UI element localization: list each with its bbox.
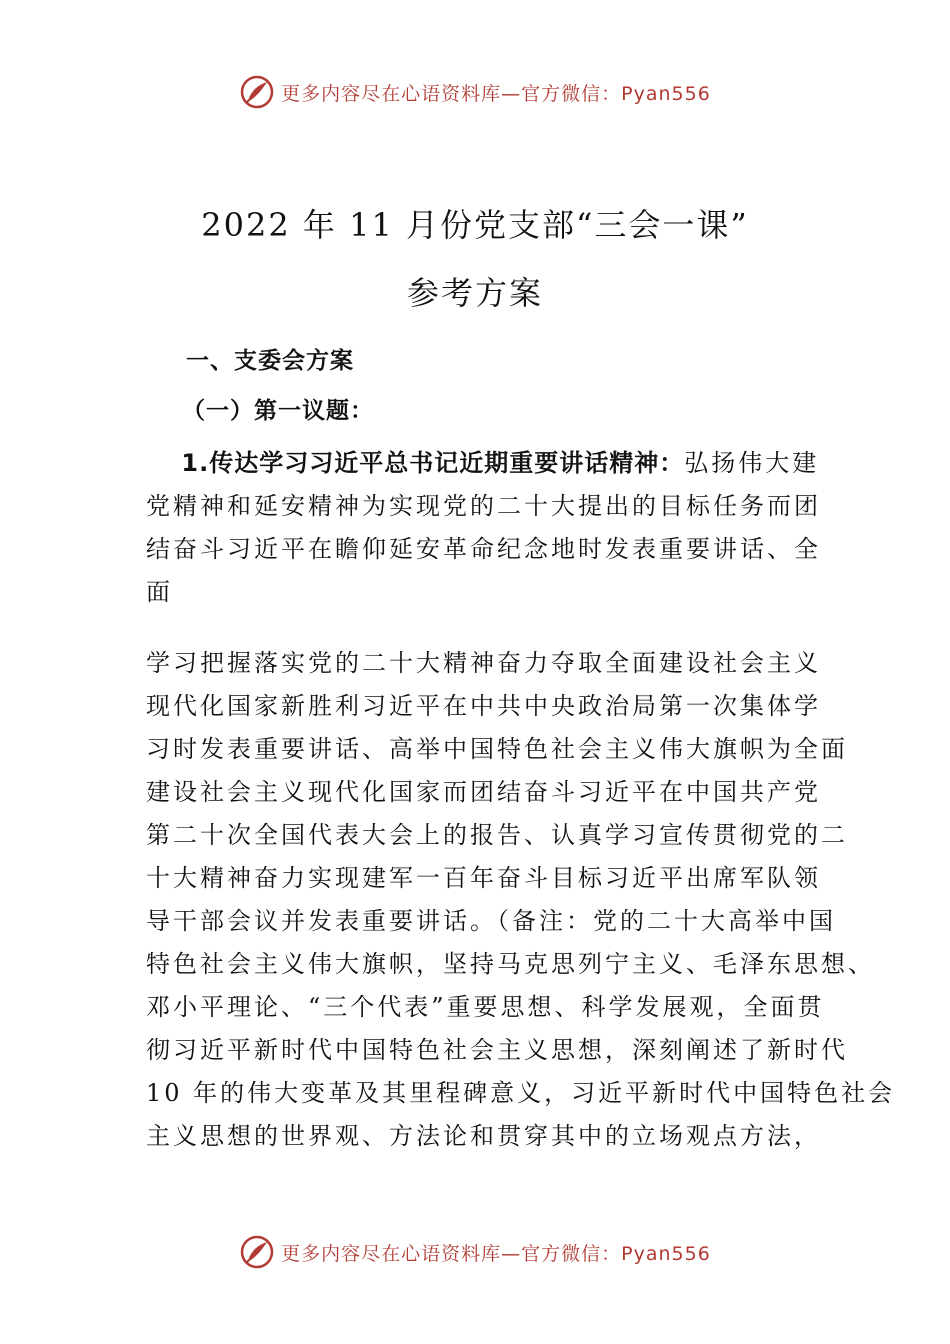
document-title-line1: 2022 年 11 月份党支部“三会一课” — [201, 206, 749, 244]
header-watermark — [0, 72, 950, 112]
paragraph-line: 建设社会主义现代化国家而团结奋斗习近平在中国共产党 — [146, 778, 821, 806]
paragraph-line: 邓小平理论、“三个代表”重要思想、科学发展观，全面贯 — [146, 993, 825, 1021]
paragraph-line: 导干部会议并发表重要讲话。（备注：党的二十大高举中国 — [146, 907, 836, 935]
brush-logo-icon — [239, 1234, 275, 1270]
paragraph-line: 十大精神奋力实现建军一百年奋斗目标习近平出席军队领 — [146, 864, 821, 892]
paragraph-line: 第二十次全国代表大会上的报告、认真学习宣传贯彻党的二 — [146, 821, 848, 849]
paragraph-line: 主义思想的世界观、方法论和贯穿其中的立场观点方法， — [146, 1122, 821, 1150]
item1-line1-rest: 弘扬伟大建 — [684, 449, 820, 477]
paragraph-line: 习时发表重要讲话、高举中国特色社会主义伟大旗帜为全面 — [146, 735, 848, 763]
paragraph-line: 彻习近平新时代中国特色社会主义思想，深刻阐述了新时代 — [146, 1036, 848, 1064]
item1-paragraph — [146, 442, 826, 614]
section-heading: 一、支委会方案 — [186, 348, 354, 374]
paragraph-line: 现代化国家新胜利习近平在中共中央政治局第一次集体学 — [146, 692, 821, 720]
paragraph-line: 学习把握落实党的二十大精神奋力夺取全面建设社会主义 — [146, 649, 821, 677]
brush-logo-icon — [239, 74, 275, 110]
footer-watermark — [0, 1232, 950, 1272]
subsection-heading: （一）第一议题： — [182, 398, 374, 424]
item1-lead: 1.传达学习习近平总书记近期重要讲话精神： — [181, 449, 685, 477]
document-title-line2: 参考方案 — [406, 274, 543, 312]
paragraph-line: 面 — [146, 578, 173, 606]
paragraph-line: 结奋斗习近平在瞻仰延安革命纪念地时发表重要讲话、全 — [146, 535, 821, 563]
paragraph-line: 党精神和延安精神为实现党的二十大提出的目标任务而团 — [146, 492, 821, 520]
watermark-text: 更多内容尽在心语资料库—官方微信：Pyan556 — [281, 1242, 711, 1265]
body-paragraph — [146, 642, 896, 1158]
watermark-text: 更多内容尽在心语资料库—官方微信：Pyan556 — [281, 82, 711, 105]
paragraph-line: 特色社会主义伟大旗帜，坚持马克思列宁主义、毛泽东思想、 — [146, 950, 875, 978]
paragraph-line: 10 年的伟大变革及其里程碑意义，习近平新时代中国特色社会 — [146, 1079, 896, 1107]
paragraph-line — [146, 442, 826, 485]
